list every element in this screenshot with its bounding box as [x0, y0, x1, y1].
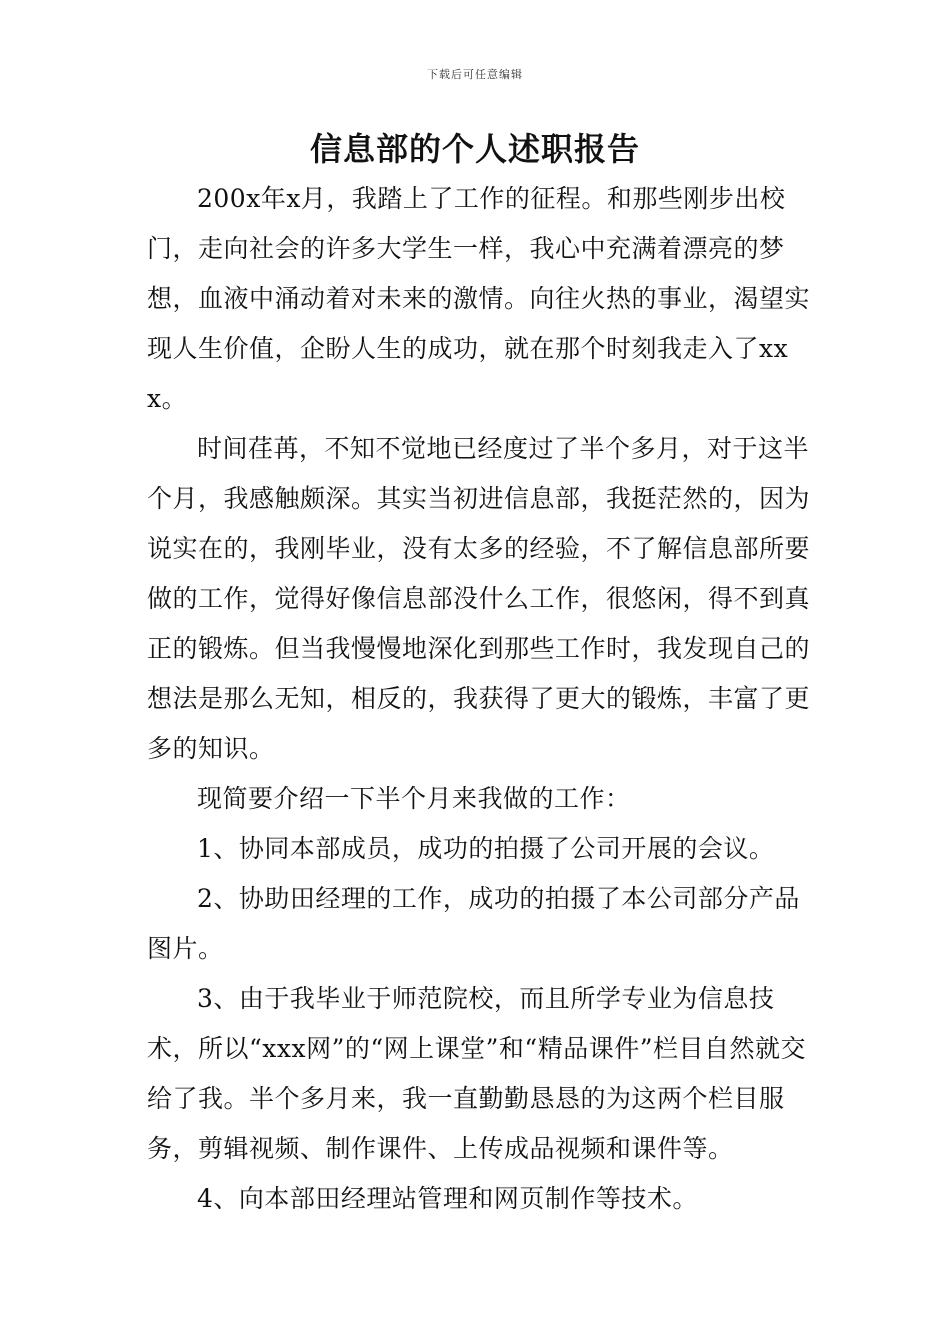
paragraph-intro: 200x年x月，我踏上了工作的征程。和那些刚步出校门，走向社会的许多大学生一样，我心中充满着漂亮的梦想，血液中涌动着对未来的激情。向往火热的事业，渴望实现人生价值，企盼人生的成功，就在那个时刻我走入了xxx。 — [147, 184, 811, 413]
document-body — [147, 174, 812, 1224]
document-title: 信息部的个人述职报告 — [309, 130, 640, 168]
paragraph-item-2: 2、协助田经理的工作，成功的拍摄了本公司部分产品图片。 — [147, 884, 800, 963]
paragraph-item-3: 3、由于我毕业于师范院校，而且所学专业为信息技术，所以“xxx网”的“网上课堂”和“精品课件”栏目自然就交给了我。半个多月来，我一直勤勤恳恳的为这两个栏目服务，剪辑视频、制作课件、上传成品视频和课件等。 — [147, 984, 806, 1163]
paragraph-item-1: 1、协同本部成员，成功的拍摄了公司开展的会议。 — [197, 834, 775, 863]
paragraph-item-4: 4、向本部田经理站管理和网页制作等技术。 — [197, 1184, 698, 1213]
paragraph-work-intro: 现简要介绍一下半个月来我做的工作： — [197, 784, 631, 813]
header-note: 下载后可任意编辑 — [427, 68, 523, 81]
paragraph-reflection: 时间荏苒，不知不觉地已经度过了半个多月，对于这半个月，我感触颇深。其实当初进信息部，我挺茫然的，因为说实在的，我刚毕业，没有太多的经验，不了解信息部所要做的工作，觉得好像信息部没什么工作，很悠闲，得不到真正的锻炼。但当我慢慢地深化到那些工作时，我发现自己的想法是那么无知，相反的，我获得了更大的锻炼，丰富了更多的知识。 — [147, 434, 811, 763]
